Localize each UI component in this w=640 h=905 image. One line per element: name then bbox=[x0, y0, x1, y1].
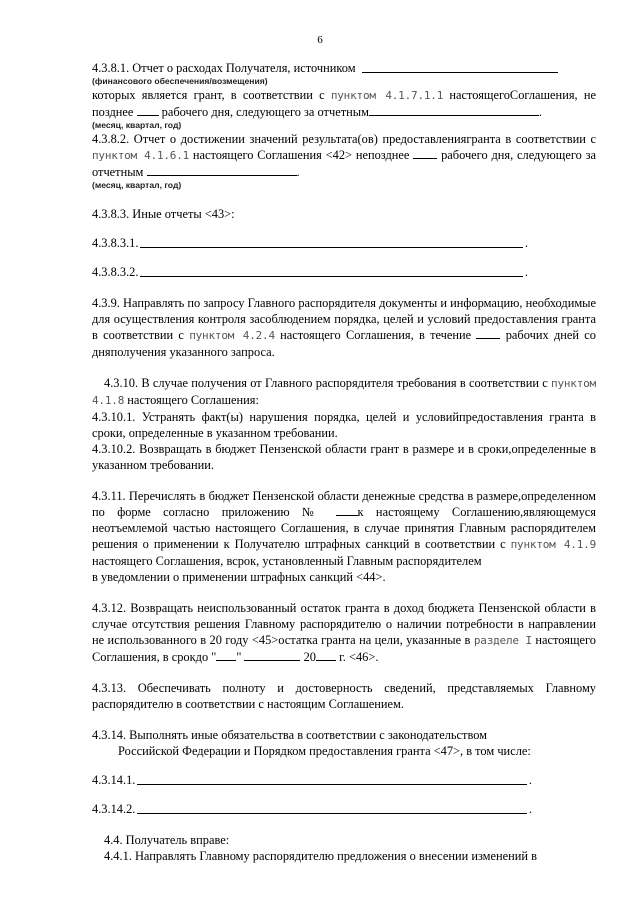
fill-blank[interactable] bbox=[137, 773, 527, 785]
fill-blank[interactable] bbox=[147, 164, 297, 176]
clause-text: 4.3.10. В случае получения от Главного распорядителя требования в соответствии с пунктом 4.1.8 настоящего Соглашения: bbox=[92, 376, 596, 407]
clause-reference: пунктом 4.2.4 bbox=[189, 329, 275, 342]
clause-text: 4.3.14. Выполнять иные обязательства в соответствии с законодательством bbox=[92, 728, 488, 742]
clause-4-3-12 bbox=[92, 600, 596, 665]
clause-text: 4.3.10.1. Устранять факт(ы) нарушения порядка, целей и условийпредоставления гранта в сроки, определенные в указанном требовании. bbox=[92, 410, 596, 440]
clause-4-3-8-2 bbox=[92, 131, 596, 191]
clause-reference: разделе I bbox=[473, 634, 532, 647]
clause-4-3-9 bbox=[92, 295, 596, 360]
clause-text: 4.4.1. Направлять Главному распорядителю предложения о внесении изменений в bbox=[104, 849, 537, 863]
clause-4-3-13 bbox=[92, 680, 596, 712]
clause-reference: пунктом 4.1.6.1 bbox=[92, 149, 190, 162]
clause-reference: пунктом 4.1.8 bbox=[92, 377, 596, 407]
fill-blank[interactable] bbox=[336, 504, 358, 516]
clause-4-3-8-1 bbox=[92, 60, 596, 131]
clause-text: Российской Федерации и Порядком предоставления гранта <47>, в том числе: bbox=[118, 744, 531, 758]
clause-4-3-8-3 bbox=[92, 206, 596, 280]
document-body bbox=[92, 60, 596, 864]
fill-blank[interactable] bbox=[137, 104, 159, 116]
clause-title: 4.3.8.3. Иные отчеты <43>: bbox=[92, 207, 235, 221]
clause-4-4 bbox=[92, 832, 596, 864]
obligation-line: 4.3.14.2. . bbox=[92, 802, 532, 816]
clause-text: 4.3.9. Направлять по запросу Главного распорядителя документы и информацию, необходимые для осуществления контроля засоблюдением порядка, целей и условий предоставления гранта в соответствии с пунктом 4.2.4 настоящего Соглашения, в течение рабочих дней со дняполучения указанного запроса. bbox=[92, 296, 596, 359]
field-note: (месяц, квартал, год) bbox=[92, 120, 182, 130]
clause-text: 4.3.12. Возвращать неиспользованный остаток гранта в доход бюджета Пензенской области в случае отсутствия решения Главному распорядителю о наличии потребности в направлении не использованного в 20 году <45>остатка гранта на цели, указанные в разделе I настоящего Соглашения, в срокдо " " 20 г. <46>. bbox=[92, 601, 596, 664]
page-number: 6 bbox=[317, 34, 323, 46]
clause-text: 4.3.10.2. Возвращать в бюджет Пензенской области грант в размере и в сроки,определенные в указанном требовании. bbox=[92, 442, 596, 472]
clause-text: 4.3.13. Обеспечивать полноту и достоверность сведений, представляемых Главному распорядителю в соответствии с настоящим Соглашением. bbox=[92, 681, 596, 711]
fill-blank[interactable] bbox=[137, 802, 527, 814]
clause-4-3-10 bbox=[92, 375, 596, 473]
clause-text: 4.3.8.2. Отчет о достижении значений результата(ов) предоставлениягранта в соответствии с пунктом 4.1.6.1 настоящего Соглашения <42> непозднее рабочего дня, следующего за отчетным . bbox=[92, 132, 597, 179]
field-note: (месяц, квартал, год) bbox=[92, 180, 182, 190]
clause-text: 4.3.8.1. Отчет о расходах Получателя, источником bbox=[92, 61, 356, 75]
clause-title: 4.4. Получатель вправе: bbox=[104, 833, 230, 847]
obligation-line: 4.3.14.1. . bbox=[92, 773, 532, 787]
clause-reference: пунктом 4.1.7.1.1 bbox=[330, 89, 444, 102]
fill-blank[interactable] bbox=[476, 327, 500, 339]
clause-text: которых является грант, в соответствии с пунктом 4.1.7.1.1 настоящегоСоглашения, не позднее рабочего дня, следующего за отчетным . bbox=[92, 88, 596, 119]
field-note: (финансового обеспечения/возмещения) bbox=[92, 76, 268, 86]
fill-blank[interactable] bbox=[316, 649, 336, 661]
fill-blank[interactable] bbox=[413, 147, 437, 159]
report-line: 4.3.8.3.2. . bbox=[92, 265, 528, 279]
fill-blank[interactable] bbox=[244, 649, 300, 661]
clause-text: 4.3.11. Перечислять в бюджет Пензенской области денежные средства в размере,определенном по форме согласно приложению № к настоящему Соглашению,являющемуся неотъемлемой частью настоящего Соглашения, в случае принятия Главным распорядителем решения о применении к Получателю штрафных санкций в соответствии с пунктом 4.1.9 настоящего Соглашения, всрок, установленный Главным распорядителем bbox=[92, 489, 596, 568]
fill-blank[interactable] bbox=[362, 61, 558, 73]
fill-blank[interactable] bbox=[140, 265, 522, 277]
clause-4-3-11 bbox=[92, 488, 596, 585]
fill-blank[interactable] bbox=[216, 649, 236, 661]
clause-4-3-14 bbox=[92, 727, 596, 817]
fill-blank[interactable] bbox=[140, 236, 522, 248]
fill-blank[interactable] bbox=[369, 104, 539, 116]
clause-text: в уведомлении о применении штрафных санкций <44>. bbox=[92, 570, 386, 584]
clause-reference: пунктом 4.1.9 bbox=[510, 538, 596, 551]
report-line: 4.3.8.3.1. . bbox=[92, 236, 528, 250]
